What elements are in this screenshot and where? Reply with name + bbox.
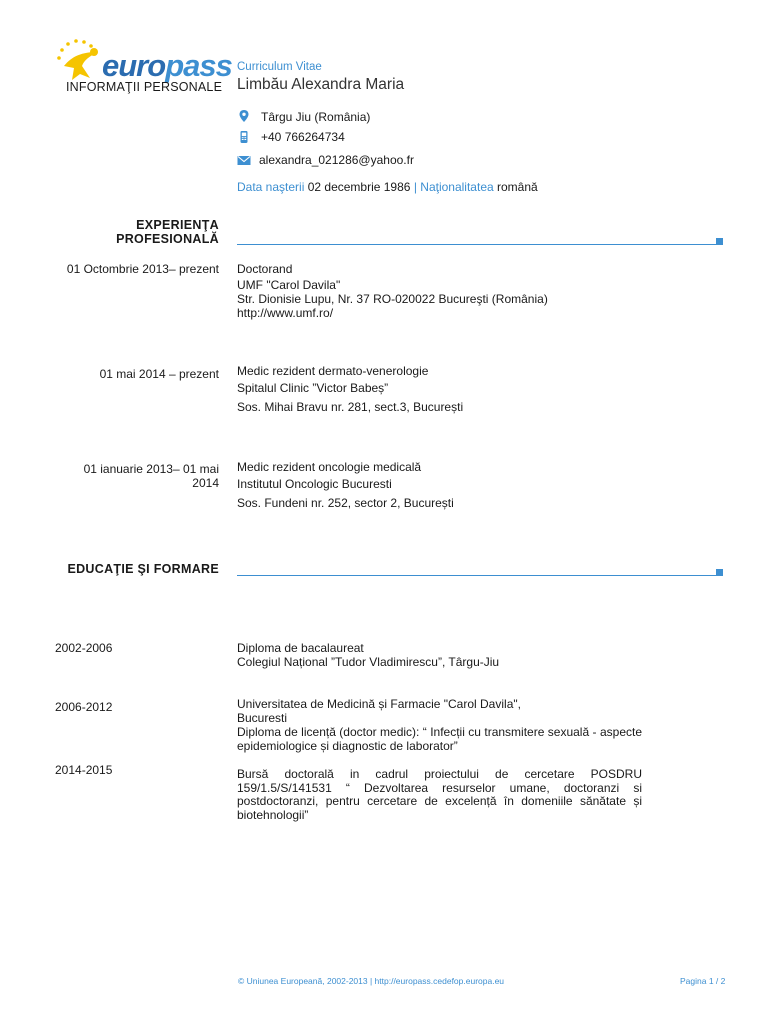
nationality-value: română (497, 180, 538, 194)
personal-info-label: INFORMAŢII PERSONALE (66, 80, 223, 94)
location-pin-icon (237, 109, 251, 123)
footer-page-number: Pagina 1 / 2 (680, 976, 726, 986)
experience-1-line-2: UMF "Carol Davila" (237, 278, 341, 292)
separator: | (413, 180, 417, 194)
experience-date-3 (53, 462, 219, 490)
education-1-line-1: Diploma de bacalaureat (237, 641, 364, 655)
experience-3-date-line1: 01 ianuarie 2013– 01 mai (83, 462, 219, 476)
experience-3-line-2: Institutul Oncologic Bucuresti (237, 477, 392, 491)
email-envelope-icon (237, 153, 251, 167)
footer-copyright: © Uniunea Europeană, 2002-2013 | http://europass.cedefop.europa.eu (238, 976, 505, 986)
experience-item-2 (237, 364, 642, 414)
nationality-label: Naţionalitatea (420, 180, 494, 194)
education-2-line-2: Bucuresti (237, 711, 288, 725)
experience-divider-marker (716, 238, 723, 245)
experience-2-line-3: Sos. Mihai Bravu nr. 281, sect.3, București (237, 400, 464, 414)
experience-3-line-1: Medic rezident oncologie medicală (237, 460, 422, 474)
logo-pass: pass (165, 48, 232, 83)
education-item-1 (237, 641, 642, 669)
experience-section-title (49, 218, 219, 246)
mobile-phone-icon (237, 130, 251, 144)
experience-1-line-4[interactable]: http://www.umf.ro/ (237, 306, 334, 320)
experience-3-line-3: Sos. Fundeni nr. 252, sector 2, București (237, 496, 454, 510)
education-2-line-3: Diploma de licență (doctor medic): “ Infecții cu transmitere sexuală - aspecte epidemiologice și diagnostic de laborator” (237, 725, 642, 753)
experience-item-3 (237, 460, 642, 510)
education-item-3: Bursă doctorală in cadrul proiectului de cercetare POSDRU 159/1.5/S/141531 “ Dezvoltarea resurselor umane, doctoranzi si postdoctoranzi, pentru cercetare de excelență în domeniile sănătate și biotehnologii” (237, 767, 642, 822)
education-section-title: EDUCAŢIE ŞI FORMARE (67, 562, 219, 576)
education-date-3: 2014-2015 (55, 763, 113, 777)
education-date-2: 2006-2012 (55, 700, 113, 714)
experience-divider (237, 244, 716, 245)
experience-3-date-line2: 2014 (192, 476, 219, 490)
person-name: Limbău Alexandra Maria (237, 76, 405, 93)
logo-euro: euro (102, 48, 166, 83)
experience-item-1 (237, 262, 642, 320)
birth-value: 02 decembrie 1986 (307, 180, 411, 194)
experience-title-line2: PROFESIONALĂ (116, 232, 219, 246)
education-divider (237, 575, 716, 576)
birth-label: Data naşterii (237, 180, 305, 194)
education-item-2 (237, 697, 642, 753)
email-text[interactable]: alexandra_021286@yahoo.fr (259, 153, 414, 167)
location-text: Târgu Jiu (România) (261, 110, 371, 124)
experience-title-line1: EXPERIENŢA (136, 218, 219, 232)
phone-text: +40 766264734 (261, 130, 345, 144)
education-1-line-2: Colegiul Național ”Tudor Vladimirescu”, Târgu-Jiu (237, 655, 500, 669)
education-divider-marker (716, 569, 723, 576)
experience-1-line-3: Str. Dionisie Lupu, Nr. 37 RO-020022 Bucureşti (România) (237, 292, 548, 306)
experience-2-line-1: Medic rezident dermato-venerologie (237, 364, 429, 378)
cv-title: Curriculum Vitae (237, 61, 322, 73)
experience-1-line-1: Doctorand (237, 262, 293, 276)
europass-logo (54, 38, 232, 84)
experience-2-line-2: Spitalul Clinic ”Victor Babeș” (237, 381, 389, 395)
birth-nationality-line (237, 180, 538, 194)
experience-date-2: 01 mai 2014 – prezent (99, 367, 219, 381)
education-date-1: 2002-2006 (55, 641, 113, 655)
experience-date-1: 01 Octombrie 2013– prezent (66, 262, 219, 276)
education-2-line-1: Universitatea de Medicină și Farmacie "Carol Davila", (237, 697, 521, 711)
